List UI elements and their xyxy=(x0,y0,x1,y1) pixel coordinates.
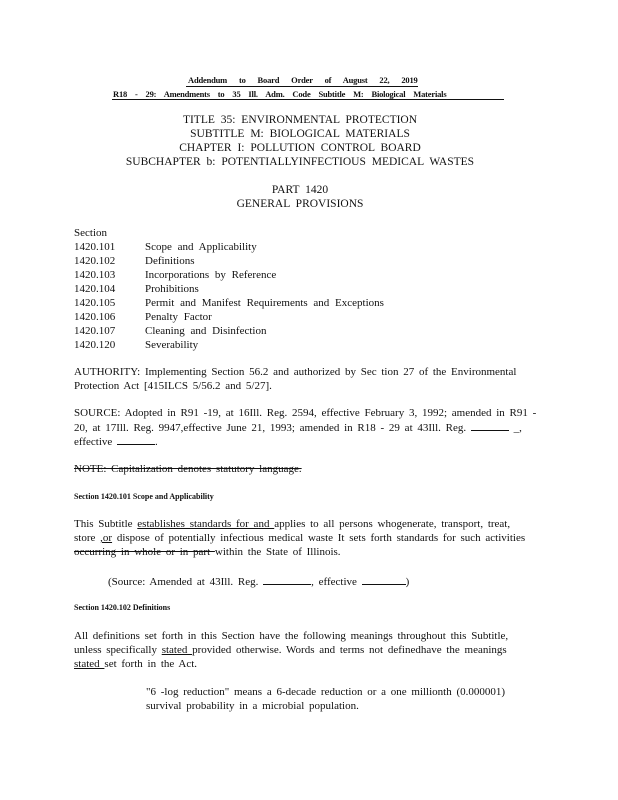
inserted-text: stated xyxy=(74,658,105,670)
section-list-item xyxy=(74,338,384,352)
subtitle-line: SUBTITLE M: BIOLOGICAL MATERIALS xyxy=(190,128,410,140)
section-101-line-1 xyxy=(74,517,510,531)
section-102-line-1: All definitions set forth in this Section have the following meanings throughout this Subtitle, xyxy=(74,630,509,642)
text-run: applies to all persons whogenerate, transport, treat, xyxy=(274,518,511,530)
section-102-line-2 xyxy=(74,643,507,657)
definition-line-1: "6 -log reduction" means a 6-decade reduction or a one millionth (0.000001) xyxy=(146,686,506,698)
authority-line-1: AUTHORITY: Implementing Section 56.2 and authorized by Sec tion 27 of the Environmental xyxy=(74,366,517,378)
source-line-3 xyxy=(74,434,158,449)
section-number: 1420.120 xyxy=(74,339,116,351)
section-title: Definitions xyxy=(145,255,195,267)
inserted-text: stated xyxy=(161,644,193,656)
header-underline-2 xyxy=(112,99,504,100)
text-run: (Source: Amended at 43Ill. Reg. xyxy=(108,576,259,588)
section-101-line-2 xyxy=(74,531,525,545)
blank-field xyxy=(471,420,509,431)
inserted-text: ,or xyxy=(100,532,113,544)
section-list-item xyxy=(74,240,384,254)
subchapter-line: SUBCHAPTER b: POTENTIALLYINFECTIOUS MEDICAL WASTES xyxy=(125,156,475,168)
section-number: 1420.104 xyxy=(74,283,116,295)
deleted-text: occurring in whole or in part xyxy=(74,546,215,558)
section-title: Incorporations by Reference xyxy=(145,269,277,281)
header-line-2: R18 - 29: Amendments to 35 Ill. Adm. Code Subtitle M: Biological Materials xyxy=(113,89,447,99)
source-line-2 xyxy=(74,420,522,435)
title-line: TITLE 35: ENVIRONMENTAL PROTECTION xyxy=(182,114,418,126)
section-101-line-3 xyxy=(74,545,341,559)
source-effective-label: effective xyxy=(74,436,113,448)
text-run: This Subtitle xyxy=(74,518,138,530)
section-title: Permit and Manifest Requirements and Exceptions xyxy=(145,297,384,309)
section-101-source-note xyxy=(108,574,409,589)
blank-field xyxy=(117,434,155,445)
text-run: ) xyxy=(405,576,410,588)
text-run: provided otherwise. Words and terms not definedhave the meanings xyxy=(192,644,507,656)
text-run: , effective xyxy=(311,576,357,588)
inserted-text: establishes standards for and xyxy=(137,518,275,530)
section-list-item xyxy=(74,282,384,296)
section-number: 1420.107 xyxy=(74,325,116,337)
section-102-line-3 xyxy=(74,657,197,671)
header-underline-1 xyxy=(186,86,418,87)
section-102-heading: Section 1420.102 Definitions xyxy=(74,603,171,612)
section-list xyxy=(74,226,384,352)
blank-field xyxy=(263,574,311,585)
note-line: NOTE: Capitalization denotes statutory language. xyxy=(74,463,302,475)
section-title: Cleaning and Disinfection xyxy=(145,325,267,337)
source-line-1: SOURCE: Adopted in R91 -19, at 16Ill. Reg. 2594, effective February 3, 1992; amended in R91 - xyxy=(74,407,537,419)
section-list-label: Section xyxy=(74,227,107,239)
section-number: 1420.102 xyxy=(74,255,116,267)
source-line-2-text: 20, at 17Ill. Reg. 9947,effective June 21, 1993; amended in R18 - 29 at 43Ill. Reg. xyxy=(74,422,467,434)
section-list-item xyxy=(74,310,384,324)
section-list-item xyxy=(74,324,384,338)
text-run: set forth in the Act. xyxy=(104,658,198,670)
section-list-item xyxy=(74,268,384,282)
text-run: unless specifically xyxy=(74,644,162,656)
section-title: Prohibitions xyxy=(145,283,199,295)
authority-line-2: Protection Act [415ILCS 5/56.2 and 5/27]. xyxy=(74,380,272,392)
section-number: 1420.105 xyxy=(74,297,116,309)
text-run: store xyxy=(74,532,101,544)
source-line-2-end: _, xyxy=(513,422,522,434)
section-101-heading: Section 1420.101 Scope and Applicability xyxy=(74,492,214,501)
section-title: Penalty Factor xyxy=(145,311,212,323)
section-list-item xyxy=(74,296,384,310)
header-line-1: Addendum to Board Order of August 22, 2019 xyxy=(188,75,418,85)
section-title: Scope and Applicability xyxy=(145,241,257,253)
part-number: PART 1420 xyxy=(271,184,329,196)
text-run: within the State of Illinois. xyxy=(214,546,341,558)
section-number: 1420.101 xyxy=(74,241,116,253)
section-list-item xyxy=(74,254,384,268)
definition-line-2: survival probability in a microbial population. xyxy=(146,700,359,712)
part-name: GENERAL PROVISIONS xyxy=(236,198,364,210)
chapter-line: CHAPTER I: POLLUTION CONTROL BOARD xyxy=(179,142,421,154)
text-run: dispose of potentially infectious medical waste It sets forth standards for such activities xyxy=(112,532,526,544)
blank-field xyxy=(362,574,406,585)
section-title: Severability xyxy=(145,339,199,351)
section-number: 1420.103 xyxy=(74,269,116,281)
section-number: 1420.106 xyxy=(74,311,116,323)
source-line-3-end: . xyxy=(155,436,158,448)
